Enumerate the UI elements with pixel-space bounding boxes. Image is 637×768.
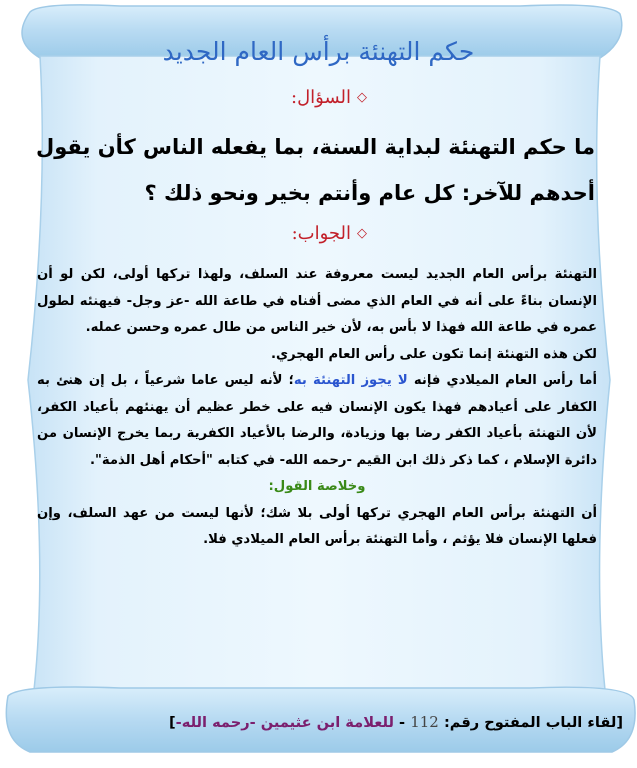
question-text: [35, 124, 595, 216]
question-line-2: أحدهم للآخر: كل عام وأنتم بخير ونحو ذلك ؟: [144, 181, 595, 205]
diamond-bullet-icon: ◇: [357, 90, 367, 105]
question-label: السؤال:: [291, 87, 351, 108]
answer-heading: [292, 222, 367, 246]
answer-label: الجواب:: [291, 223, 351, 244]
answer-paragraph-1: التهنئة برأس العام الجديد ليست معروفة عند السلف، ولهذا تركها أولى، لكن لو أن الإنسان بناءً على أنه في العام الذي مضى أفناه في طاعة الله -عز وجل- فيهنئه لطول عمره في طاعة الله فهذا لا بأس به، لأن خير الناس من طال عمره وحسن عمله.: [37, 267, 597, 335]
open-bracket: [: [616, 714, 623, 731]
close-bracket: ]: [168, 714, 176, 731]
answer-p3-after: ؛ لأنه ليس عاما شرعياً ، بل إن هنئ به الكفار على أعيادهم فهذا يكون الإنسان فيه على خطر عظيم أن يهنئهم بأعياد الكفر، لأن التهنئة بأعياد الكفر رضا بها وزيادة، والرضا بالأعياد الكفرية ربما يخرج الإنسان من دائرة الإسلام ، كما ذكر ذلك ابن القيم -رحمه الله- في كتابه "أحكام أهل الذمة".: [37, 373, 597, 468]
highlight-not-permissible: لا يجوز التهنئة به: [293, 373, 408, 388]
page-title: حكم التهنئة برأس العام الجديد: [162, 37, 475, 66]
answer-paragraph-2: لكن هذه التهنئة إنما تكون على رأس العام الهجري.: [270, 346, 597, 362]
answer-p3-before: أما رأس العام الميلادي فإنه: [413, 373, 597, 388]
question-heading: [291, 86, 367, 110]
conclusion-label: وخلاصة القول:: [268, 479, 366, 494]
conclusion-text: أن التهنئة برأس العام الهجري تركها أولى بلا شك؛ لأنها ليست من عهد السلف، وإن فعلها الإنسان فلا يؤثم ، وأما التهنئة برأس العام الميلادي فلا.: [37, 505, 597, 547]
session-number: 112: [410, 713, 439, 731]
source-citation: [11, 708, 623, 736]
citation-dash: -: [399, 714, 406, 731]
scholar-name: للعلامة ابن عثيمين -رحمه الله-: [175, 714, 394, 731]
question-line-1: ما حكم التهنئة لبداية السنة، بما يفعله الناس كأن يقول: [36, 135, 595, 159]
source-label: لقاء الباب المفتوح رقم:: [443, 714, 617, 731]
diamond-bullet-icon: ◇: [357, 226, 367, 241]
answer-body: [37, 262, 597, 554]
answer-paragraph-3: [37, 368, 597, 474]
